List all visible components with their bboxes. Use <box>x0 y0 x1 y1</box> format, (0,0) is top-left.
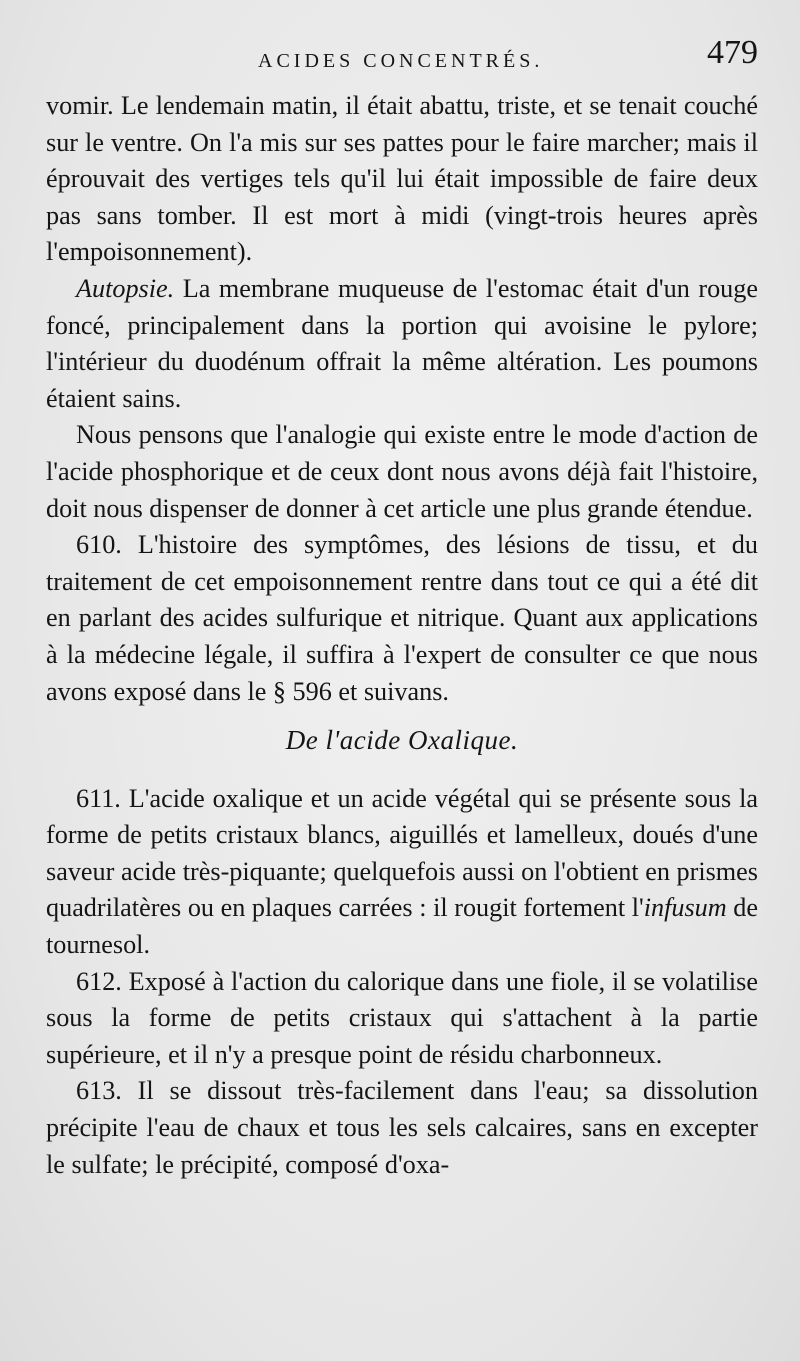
autopsie-lead: Autopsie. <box>76 273 175 303</box>
paragraph-610: 610. L'histoire des symptômes, des lésions de tissu, et du traitement de cet empoisonnement rentre dans tout ce qui a été dit en parlant des acides sulfurique et nitrique. Quant aux applications à la médecine légale, il suffira à l'expert de consulter ce que nous avons exposé dans le § 596 et suivans. <box>46 530 758 706</box>
section-heading: De l'acide Oxalique. <box>285 725 519 756</box>
p611-italic-term: infusum <box>643 893 727 923</box>
p611-text-before: 611. L'acide oxalique et un acide végétal qui se présente sous la forme de petits cristaux blancs, aiguillés et lamelleux, doués d'une saveur acide très-piquante; quelquefois aussi on l'obtient en prismes quadrilatères ou en plaques carrées : il rougit fortement l' <box>46 783 758 923</box>
page-body <box>46 88 758 1183</box>
paragraph-autopsie <box>46 271 758 417</box>
paragraph-analogie: Nous pensons que l'analogie qui existe entre le mode d'action de l'acide phosphorique et de ceux dont nous avons déjà fait l'histoire, doit nous dispenser de donner à cet article une plus grande étendue. <box>46 420 758 523</box>
paragraph-continuation: vomir. Le lendemain matin, il était abattu, triste, et se tenait couché sur le ventre. On l'a mis sur ses pattes pour le faire marcher; mais il éprouvait des vertiges tels qu'il lui était impossible de faire deux pas sans tomber. Il est mort à midi (vingt-trois heures après l'empoisonnement). <box>46 91 758 267</box>
paragraph-612: 612. Exposé à l'action du calorique dans une fiole, il se volatilise sous la forme de petits cristaux qui s'attachent à la partie supérieure, et il n'y a presque point de résidu charbonneux. <box>46 966 758 1069</box>
page-number: 479 <box>707 34 758 71</box>
running-title: ACIDES CONCENTRÉS. <box>258 50 544 72</box>
paragraph-613: 613. Il se dissout très-facilement dans l'eau; sa dissolution précipite l'eau de chaux et tous les sels calcaires, sans en excepter le sulfate; le précipité, composé d'oxa- <box>46 1076 758 1179</box>
running-head <box>46 30 758 88</box>
paragraph-611 <box>46 781 758 964</box>
autopsie-text: La membrane muqueuse de l'estomac était d'un rouge foncé, principalement dans la portion qui avoisine le pylore; l'intérieur du duodénum offrait la même altération. Les poumons étaient sains. <box>46 273 758 413</box>
p611-text-after: de tournesol. <box>46 893 758 960</box>
